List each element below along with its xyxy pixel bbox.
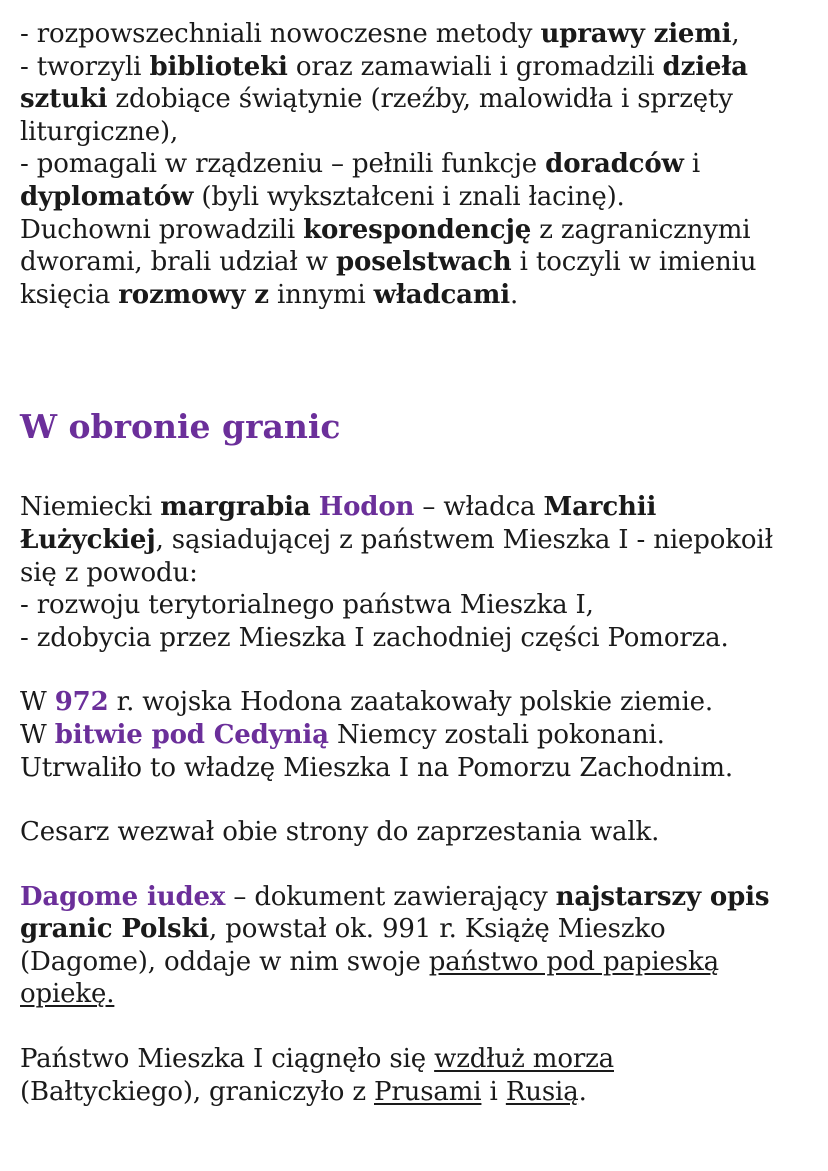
underlined-term: opiekę. xyxy=(20,979,115,1010)
text: - pomagali w rządzeniu – pełnili funkcje xyxy=(20,149,546,180)
text-line xyxy=(20,978,820,1011)
bold-term: najstarszy opis xyxy=(555,881,770,912)
document-page xyxy=(20,18,820,1108)
text-line xyxy=(20,246,820,279)
text: Duchowni prowadzili xyxy=(20,214,304,245)
intro-paragraph xyxy=(20,18,820,311)
text-line xyxy=(20,83,820,116)
bold-term: biblioteki xyxy=(149,51,288,82)
underlined-term: państwo pod papieską xyxy=(428,946,719,977)
text-line xyxy=(20,719,820,752)
battle-paragraph xyxy=(20,686,820,784)
text-line xyxy=(20,491,820,524)
text: oraz zamawiali i gromadzili xyxy=(287,51,663,82)
hodon-paragraph xyxy=(20,491,820,654)
text xyxy=(311,492,319,522)
text: r. wojska Hodona zaatakowały polskie ziemie. xyxy=(108,687,714,718)
bold-term: Marchii xyxy=(543,492,657,523)
dagome-paragraph xyxy=(20,881,820,1011)
text-line: liturgiczne), xyxy=(20,116,179,147)
text: (Bałtyckiego), graniczyło z xyxy=(20,1076,374,1107)
text: , xyxy=(731,19,740,49)
text: - rozpowszechniali nowoczesne metody xyxy=(20,19,541,49)
bold-term: poselstwach xyxy=(335,247,512,278)
emperor-paragraph xyxy=(20,816,820,849)
text-line: - rozwoju terytorialnego państwa Mieszka I, xyxy=(20,590,594,621)
text: zdobiące świątynie (rzeźby, malowidła i sprzęty xyxy=(107,84,733,115)
text: i xyxy=(481,1076,506,1107)
text-line xyxy=(20,913,820,946)
text: (Dagome), oddaje w nim swoje xyxy=(20,946,429,977)
text: . xyxy=(509,279,519,310)
text-line xyxy=(20,524,820,557)
highlight-term: 972 xyxy=(54,687,109,718)
text: Niemiecki xyxy=(20,492,161,523)
text: – dokument zawierający xyxy=(225,881,556,912)
underlined-term: Rusią xyxy=(505,1076,579,1107)
bold-term: władcami xyxy=(373,279,510,310)
bold-term: uprawy ziemi xyxy=(540,19,732,49)
text: (byli wykształceni i znali łacinę). xyxy=(193,181,625,212)
bold-term: korespondencję xyxy=(303,214,532,245)
text: księcia xyxy=(20,279,119,310)
bold-term: doradców xyxy=(545,149,684,180)
text: Niemcy zostali pokonani. xyxy=(328,719,665,750)
underlined-term: wzdłuż morza xyxy=(434,1044,614,1075)
highlight-term: bitwie pod Cedynią xyxy=(54,719,329,750)
text: dworami, brali udział w xyxy=(20,247,336,278)
highlight-term: Hodon xyxy=(318,492,415,523)
text-line xyxy=(20,881,820,914)
bold-term: sztuki xyxy=(20,84,108,115)
text-line: Cesarz wezwał obie strony do zaprzestania walk. xyxy=(20,817,660,848)
text-line xyxy=(20,686,820,719)
text-line xyxy=(20,1043,820,1076)
section-heading: W obronie granic xyxy=(20,407,341,447)
bold-term: granic Polski xyxy=(20,914,210,945)
text: W xyxy=(20,719,55,750)
text-line xyxy=(20,18,820,51)
text: - tworzyli xyxy=(20,51,150,82)
text-line xyxy=(20,51,820,84)
highlight-term: Dagome iudex xyxy=(20,881,226,912)
bold-term: rozmowy z xyxy=(118,279,269,310)
text-line xyxy=(20,148,820,181)
text: , powstał ok. 991 r. Książę Mieszko xyxy=(209,914,666,945)
text-line: Utrwaliło to władzę Mieszka I na Pomorzu Zachodnim. xyxy=(20,752,734,783)
text: i xyxy=(683,149,701,180)
text-line xyxy=(20,1076,820,1109)
bold-term: margrabia xyxy=(160,492,311,523)
borders-paragraph xyxy=(20,1043,820,1108)
text: i toczyli w imieniu xyxy=(511,247,757,278)
text: Państwo Mieszka I ciągnęło się xyxy=(20,1044,435,1075)
text: W xyxy=(20,687,55,718)
text-line: się z powodu: xyxy=(20,557,198,588)
text-line xyxy=(20,181,820,214)
text: innymi xyxy=(268,279,374,310)
text: z zagranicznymi xyxy=(531,214,751,245)
bold-term: dyplomatów xyxy=(20,181,194,212)
text: – władca xyxy=(414,492,544,523)
text-line xyxy=(20,279,820,312)
text: , sąsiadującej z państwem Mieszka I - niepokoił xyxy=(155,524,773,555)
bold-term: Łużyckiej xyxy=(20,524,156,555)
text-line xyxy=(20,214,820,247)
text: . xyxy=(578,1076,587,1107)
text-line xyxy=(20,946,820,979)
underlined-term: Prusami xyxy=(374,1076,482,1107)
text-line: - zdobycia przez Mieszka I zachodniej części Pomorza. xyxy=(20,622,729,653)
bold-term: dzieła xyxy=(662,51,748,82)
